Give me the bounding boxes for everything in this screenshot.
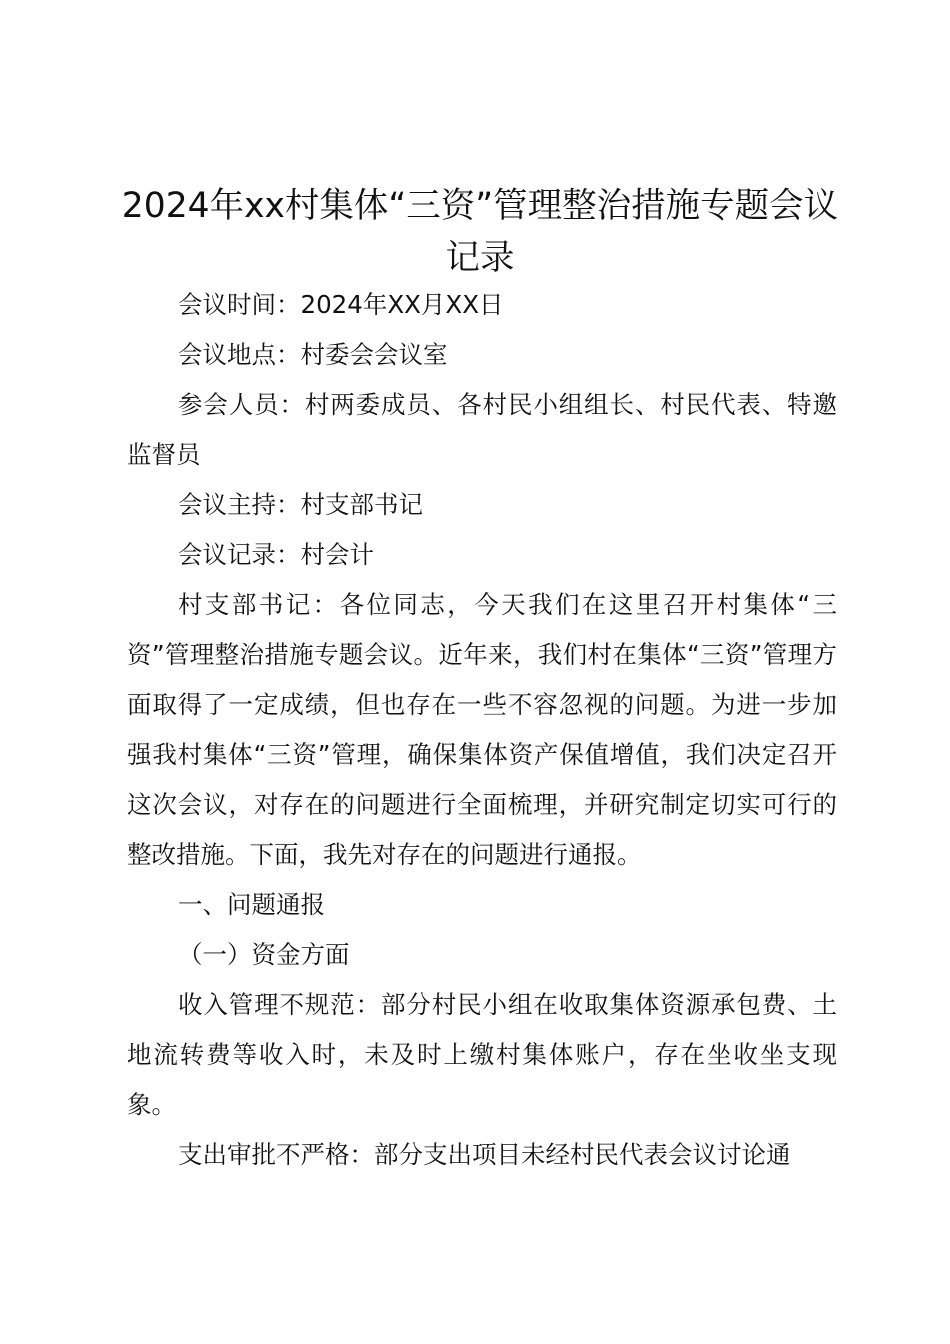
section-heading: 一、问题通报 [178, 890, 325, 919]
meeting-attendees: 参会人员：村两委成员、各村民小组组长、村民代表、特邀监督员 [127, 390, 837, 469]
meeting-location: 会议地点：村委会会议室 [178, 340, 448, 369]
meeting-recorder: 会议记录：村会计 [178, 540, 374, 569]
document-title: 2024年xx村集体“三资”管理整治措施专题会议记录 [121, 186, 839, 278]
meeting-time: 会议时间：2024年XX月XX日 [178, 290, 504, 319]
subsection-heading: （一）资金方面 [178, 940, 350, 969]
document-body [127, 280, 837, 1180]
paragraph-expense-approval: 支出审批不严格：部分支出项目未经村民代表会议讨论通 [178, 1140, 791, 1169]
paragraph-income-management: 收入管理不规范：部分村民小组在收取集体资源承包费、土地流转费等收入时，未及时上缴村集体账户，存在坐收坐支现象。 [127, 990, 837, 1119]
meeting-host: 会议主持：村支部书记 [178, 490, 423, 519]
opening-remarks: 村支部书记：各位同志，今天我们在这里召开村集体“三资”管理整治措施专题会议。近年来，我们村在集体“三资”管理方面取得了一定成绩，但也存在一些不容忽视的问题。为进一步加强我村集体“三资”管理，确保集体资产保值增值，我们决定召开这次会议，对存在的问题进行全面梳理，并研究制定切实可行的整改措施。下面，我先对存在的问题进行通报。 [127, 590, 837, 869]
